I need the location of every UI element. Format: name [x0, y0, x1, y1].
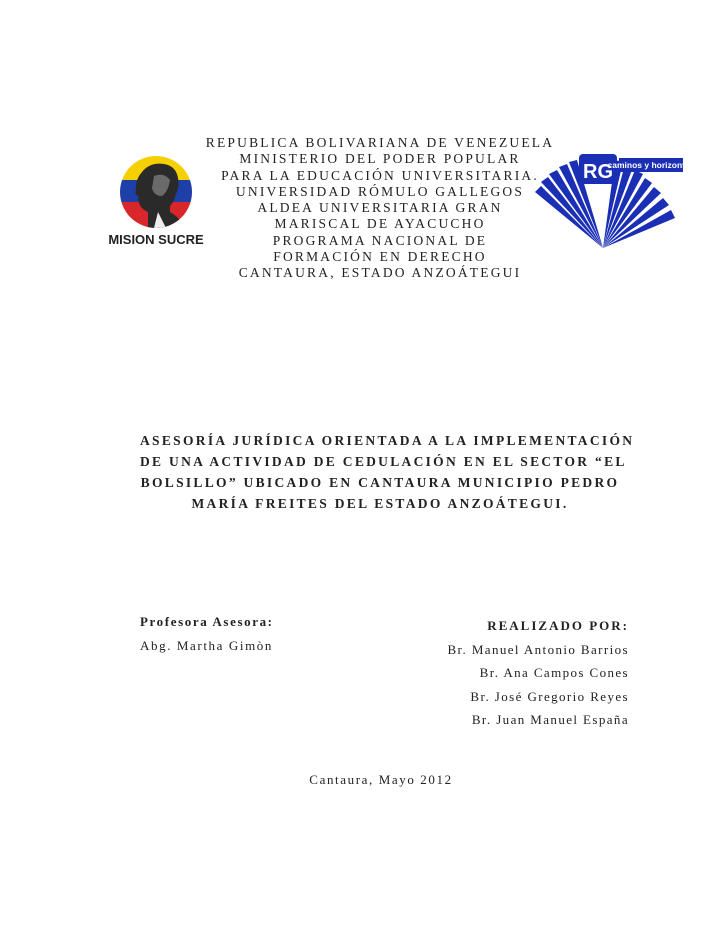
title-line: DE UNA ACTIVIDAD DE CEDULACIÓN EN EL SECTOR “EL — [140, 454, 627, 469]
urg-logo — [533, 152, 695, 250]
author-name: Br. Juan Manuel España — [471, 712, 629, 727]
header-line: CANTAURA, ESTADO ANZOÁTEGUI — [238, 265, 522, 281]
header-line: FORMACIÓN EN DERECHO — [273, 249, 487, 265]
urg-slogan: caminos y horizontes — [607, 160, 695, 170]
header-line: UNIVERSIDAD RÓMULO GALLEGOS — [235, 183, 525, 199]
mision-sucre-text: MISION SUCRE — [108, 232, 204, 247]
header-line: PARA LA EDUCACIÓN UNIVERSITARIA. — [221, 167, 539, 183]
advisor-name: Abg. Martha Gimòn — [140, 638, 273, 653]
place-date-text: Cantaura, Mayo 2012 — [309, 772, 453, 787]
urg-fan-icon — [533, 152, 695, 250]
title-line: MARÍA FREITES DEL ESTADO ANZOÁTEGUI. — [191, 496, 569, 511]
institution-header — [200, 135, 560, 282]
header-line: PROGRAMA NACIONAL DE — [272, 232, 488, 248]
header-line: ALDEA UNIVERSITARIA GRAN — [257, 200, 503, 216]
author-name: Br. José Gregorio Reyes — [470, 688, 629, 704]
mision-sucre-emblem-icon — [108, 150, 204, 250]
mision-sucre-logo — [108, 150, 204, 250]
urg-monogram: RG — [583, 161, 613, 183]
title-line: BOLSILLO” UBICADO EN CANTAURA MUNICIPIO PEDRO — [140, 475, 620, 490]
header-line: MINISTERIO DEL PODER POPULAR — [239, 151, 521, 167]
thesis-title — [140, 430, 635, 514]
author-name: Br. Ana Campos Cones — [479, 665, 629, 680]
title-line: ASESORÍA JURÍDICA ORIENTADA A LA IMPLEMENTACIÓN — [140, 433, 635, 448]
advisor-label: Profesora Asesora: — [140, 614, 274, 629]
authors-label: REALIZADO POR: — [487, 618, 629, 633]
advisor-block — [140, 614, 274, 654]
header-line: REPUBLICA BOLIVARIANA DE VENEZUELA — [205, 135, 555, 150]
place-date — [0, 772, 728, 788]
authors-block — [447, 614, 629, 732]
header-line: MARISCAL DE AYACUCHO — [274, 216, 486, 232]
author-name: Br. Manuel Antonio Barrios — [447, 641, 629, 657]
